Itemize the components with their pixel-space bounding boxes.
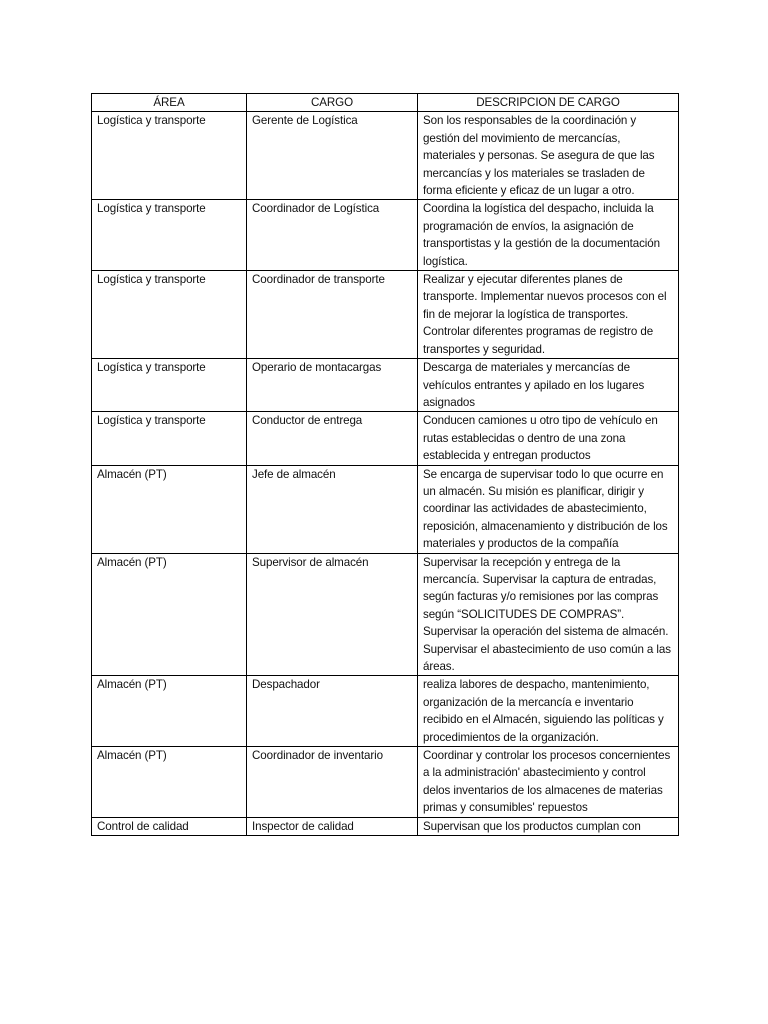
cell-descripcion: Realizar y ejecutar diferentes planes de transporte. Implementar nuevos procesos con el fin de mejorar la logística de transportes. Controlar diferentes programas de registro de transportes y seguridad.: [418, 271, 679, 359]
cell-descripcion: Supervisar la recepción y entrega de la mercancía. Supervisar la captura de entradas, según facturas y/o remisiones por las compras según “SOLICITUDES DE COMPRAS”. Supervisar la operación del sistema de almacén. Supervisar el abastecimiento de uso común a las áreas.: [418, 553, 679, 676]
table-row: [92, 412, 679, 465]
table-row: [92, 553, 679, 676]
cell-area: Almacén (PT): [92, 465, 247, 553]
table-row: [92, 465, 679, 553]
cell-area: Almacén (PT): [92, 553, 247, 676]
cell-descripcion: Supervisan que los productos cumplan con: [418, 817, 679, 835]
cell-area: Logística y transporte: [92, 112, 247, 200]
table-row: [92, 200, 679, 271]
cell-area: Almacén (PT): [92, 747, 247, 818]
header-descripcion: DESCRIPCION DE CARGO: [418, 94, 679, 112]
cell-descripcion: Se encarga de supervisar todo lo que ocurre en un almacén. Su misión es planificar, dirigir y coordinar las actividades de abastecimiento, reposición, almacenamiento y distribución de los materiales y productos de la compañía: [418, 465, 679, 553]
cell-area: Logística y transporte: [92, 200, 247, 271]
cell-descripcion: realiza labores de despacho, mantenimiento, organización de la mercancía e inventario recibido en el Almacén, siguiendo las políticas y procedimientos de la organización.: [418, 676, 679, 747]
cell-cargo: Despachador: [247, 676, 418, 747]
table-row: [92, 747, 679, 818]
cell-cargo: Conductor de entrega: [247, 412, 418, 465]
cell-area: Logística y transporte: [92, 271, 247, 359]
table-row: [92, 271, 679, 359]
cell-area: Almacén (PT): [92, 676, 247, 747]
cell-cargo: Jefe de almacén: [247, 465, 418, 553]
cell-cargo: Inspector de calidad: [247, 817, 418, 835]
cell-descripcion: Descarga de materiales y mercancías de vehículos entrantes y apilado en los lugares asignados: [418, 359, 679, 412]
cell-area: Logística y transporte: [92, 412, 247, 465]
table-header-row: [92, 94, 679, 112]
cell-cargo: Coordinador de Logística: [247, 200, 418, 271]
cell-descripcion: Coordinar y controlar los procesos concernientes a la administración' abastecimiento y control delos inventarios de los almacenes de materias primas y consumibles' repuestos: [418, 747, 679, 818]
roles-table: [91, 93, 679, 836]
table-row: [92, 676, 679, 747]
cell-descripcion: Conducen camiones u otro tipo de vehículo en rutas establecidas o dentro de una zona establecida y entregan productos: [418, 412, 679, 465]
cell-cargo: Gerente de Logística: [247, 112, 418, 200]
header-area: ÁREA: [92, 94, 247, 112]
table-row: [92, 817, 679, 835]
table-row: [92, 112, 679, 200]
cell-cargo: Coordinador de inventario: [247, 747, 418, 818]
cell-area: Control de calidad: [92, 817, 247, 835]
cell-descripcion: Son los responsables de la coordinación y gestión del movimiento de mercancías, materiales y personas. Se asegura de que las mercancías y los materiales se trasladen de forma eficiente y eficaz de un lugar a otro.: [418, 112, 679, 200]
table-row: [92, 359, 679, 412]
cell-cargo: Operario de montacargas: [247, 359, 418, 412]
cell-area: Logística y transporte: [92, 359, 247, 412]
cell-descripcion: Coordina la logística del despacho, incluida la programación de envíos, la asignación de transportistas y la gestión de la documentación logística.: [418, 200, 679, 271]
header-cargo: CARGO: [247, 94, 418, 112]
cell-cargo: Supervisor de almacén: [247, 553, 418, 676]
cell-cargo: Coordinador de transporte: [247, 271, 418, 359]
